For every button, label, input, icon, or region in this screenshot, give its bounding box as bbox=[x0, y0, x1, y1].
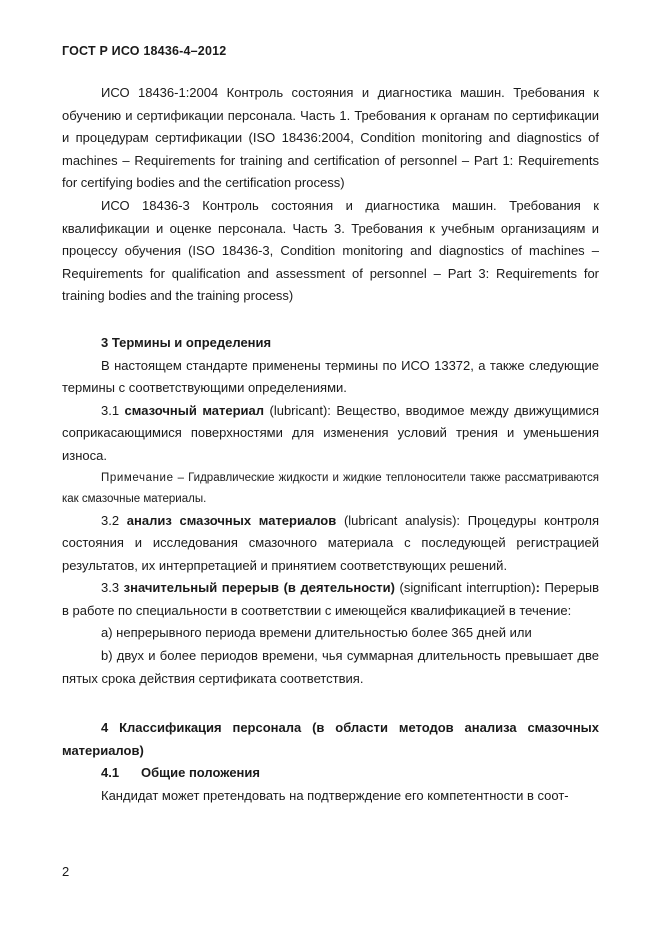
section-4-1-title: Общие положения bbox=[141, 765, 260, 781]
term-3-2 bbox=[62, 510, 599, 578]
term-3-3 bbox=[62, 577, 599, 622]
note-label: Примечание bbox=[101, 471, 174, 484]
term-3-1-definition: (lubricant): Вещество, вводимое между движущимися соприкасающимися поверхностями для изменения условий трения и уменьшения износа. bbox=[62, 402, 599, 463]
list-item-b: b) двух и более периодов времени, чья суммарная длительность превышает две пятых срока действия сертификата соответствия. bbox=[62, 648, 599, 686]
note bbox=[62, 468, 599, 510]
list-item-a: а) непрерывного периода времени длительностью более 365 дней или bbox=[101, 625, 532, 641]
section-4-1-text: Кандидат может претендовать на подтверждение его компетентности в соот- bbox=[101, 788, 569, 804]
term-3-3-name: значительный перерыв (в деятельности) bbox=[123, 580, 395, 596]
term-3-1-number: 3.1 bbox=[101, 402, 125, 418]
reference-iso-18436-3: ИСО 18436-3 Контроль состояния и диагностика машин. Требования к квалификации и оценке персонала. Часть 3. Требования к учебным организациям и процессу обучения (ISO 18436-3, Condition monitoring and diagnostics of machines – Requirements for qualification and assessment of personnel – Part 3: Requirements for training bodies and the training process) bbox=[62, 197, 599, 304]
section-4-heading: 4 Классификация персонала (в области методов анализа смазочных материалов) bbox=[62, 720, 599, 758]
section-3-intro: В настоящем стандарте применены термины по ИСО 13372, а также следующие термины с соответствующими определениями. bbox=[62, 357, 599, 396]
section-4-1-heading bbox=[62, 762, 599, 785]
term-3-3-english: (significant interruption) bbox=[394, 580, 536, 596]
term-3-2-number: 3.2 bbox=[101, 512, 127, 528]
term-3-3-colon: : bbox=[535, 580, 540, 596]
term-3-1-name: смазочный материал bbox=[124, 402, 265, 418]
term-3-2-name: анализ смазочных материалов bbox=[126, 512, 337, 528]
term-3-3-definition: Перерыв в работе по специальности в соответствии с имеющейся квалификацией в течение: bbox=[62, 580, 599, 618]
term-3-2-definition: (lubricant analysis): Процедуры контроля состояния и исследования смазочного материала с последующей регистрацией результатов, их интерпретацией и принятием соответствующих решений. bbox=[62, 512, 599, 573]
document-body bbox=[62, 82, 599, 808]
section-3-heading: 3 Термины и определения bbox=[101, 334, 272, 350]
section-4-1-number: 4.1 bbox=[101, 765, 120, 781]
document-header: ГОСТ Р ИСО 18436-4–2012 bbox=[62, 44, 227, 58]
reference-iso-18436-1: ИСО 18436-1:2004 Контроль состояния и диагностика машин. Требования к обучению и сертификации персонала. Часть 1. Требования к органам по сертификации и процедурам сертификации (ISO 18436:2004, Condition monitoring and diagnostics of machines – Requirements for training and certification of personnel – Part 1: Requirements for certifying bodies and the certification process) bbox=[62, 85, 599, 191]
note-text: – Гидравлические жидкости и жидкие теплоносители также рассматриваются как смазочные материалы. bbox=[62, 471, 599, 505]
term-3-3-number: 3.3 bbox=[101, 580, 124, 596]
page-number: 2 bbox=[62, 864, 70, 879]
term-3-1 bbox=[62, 400, 599, 468]
